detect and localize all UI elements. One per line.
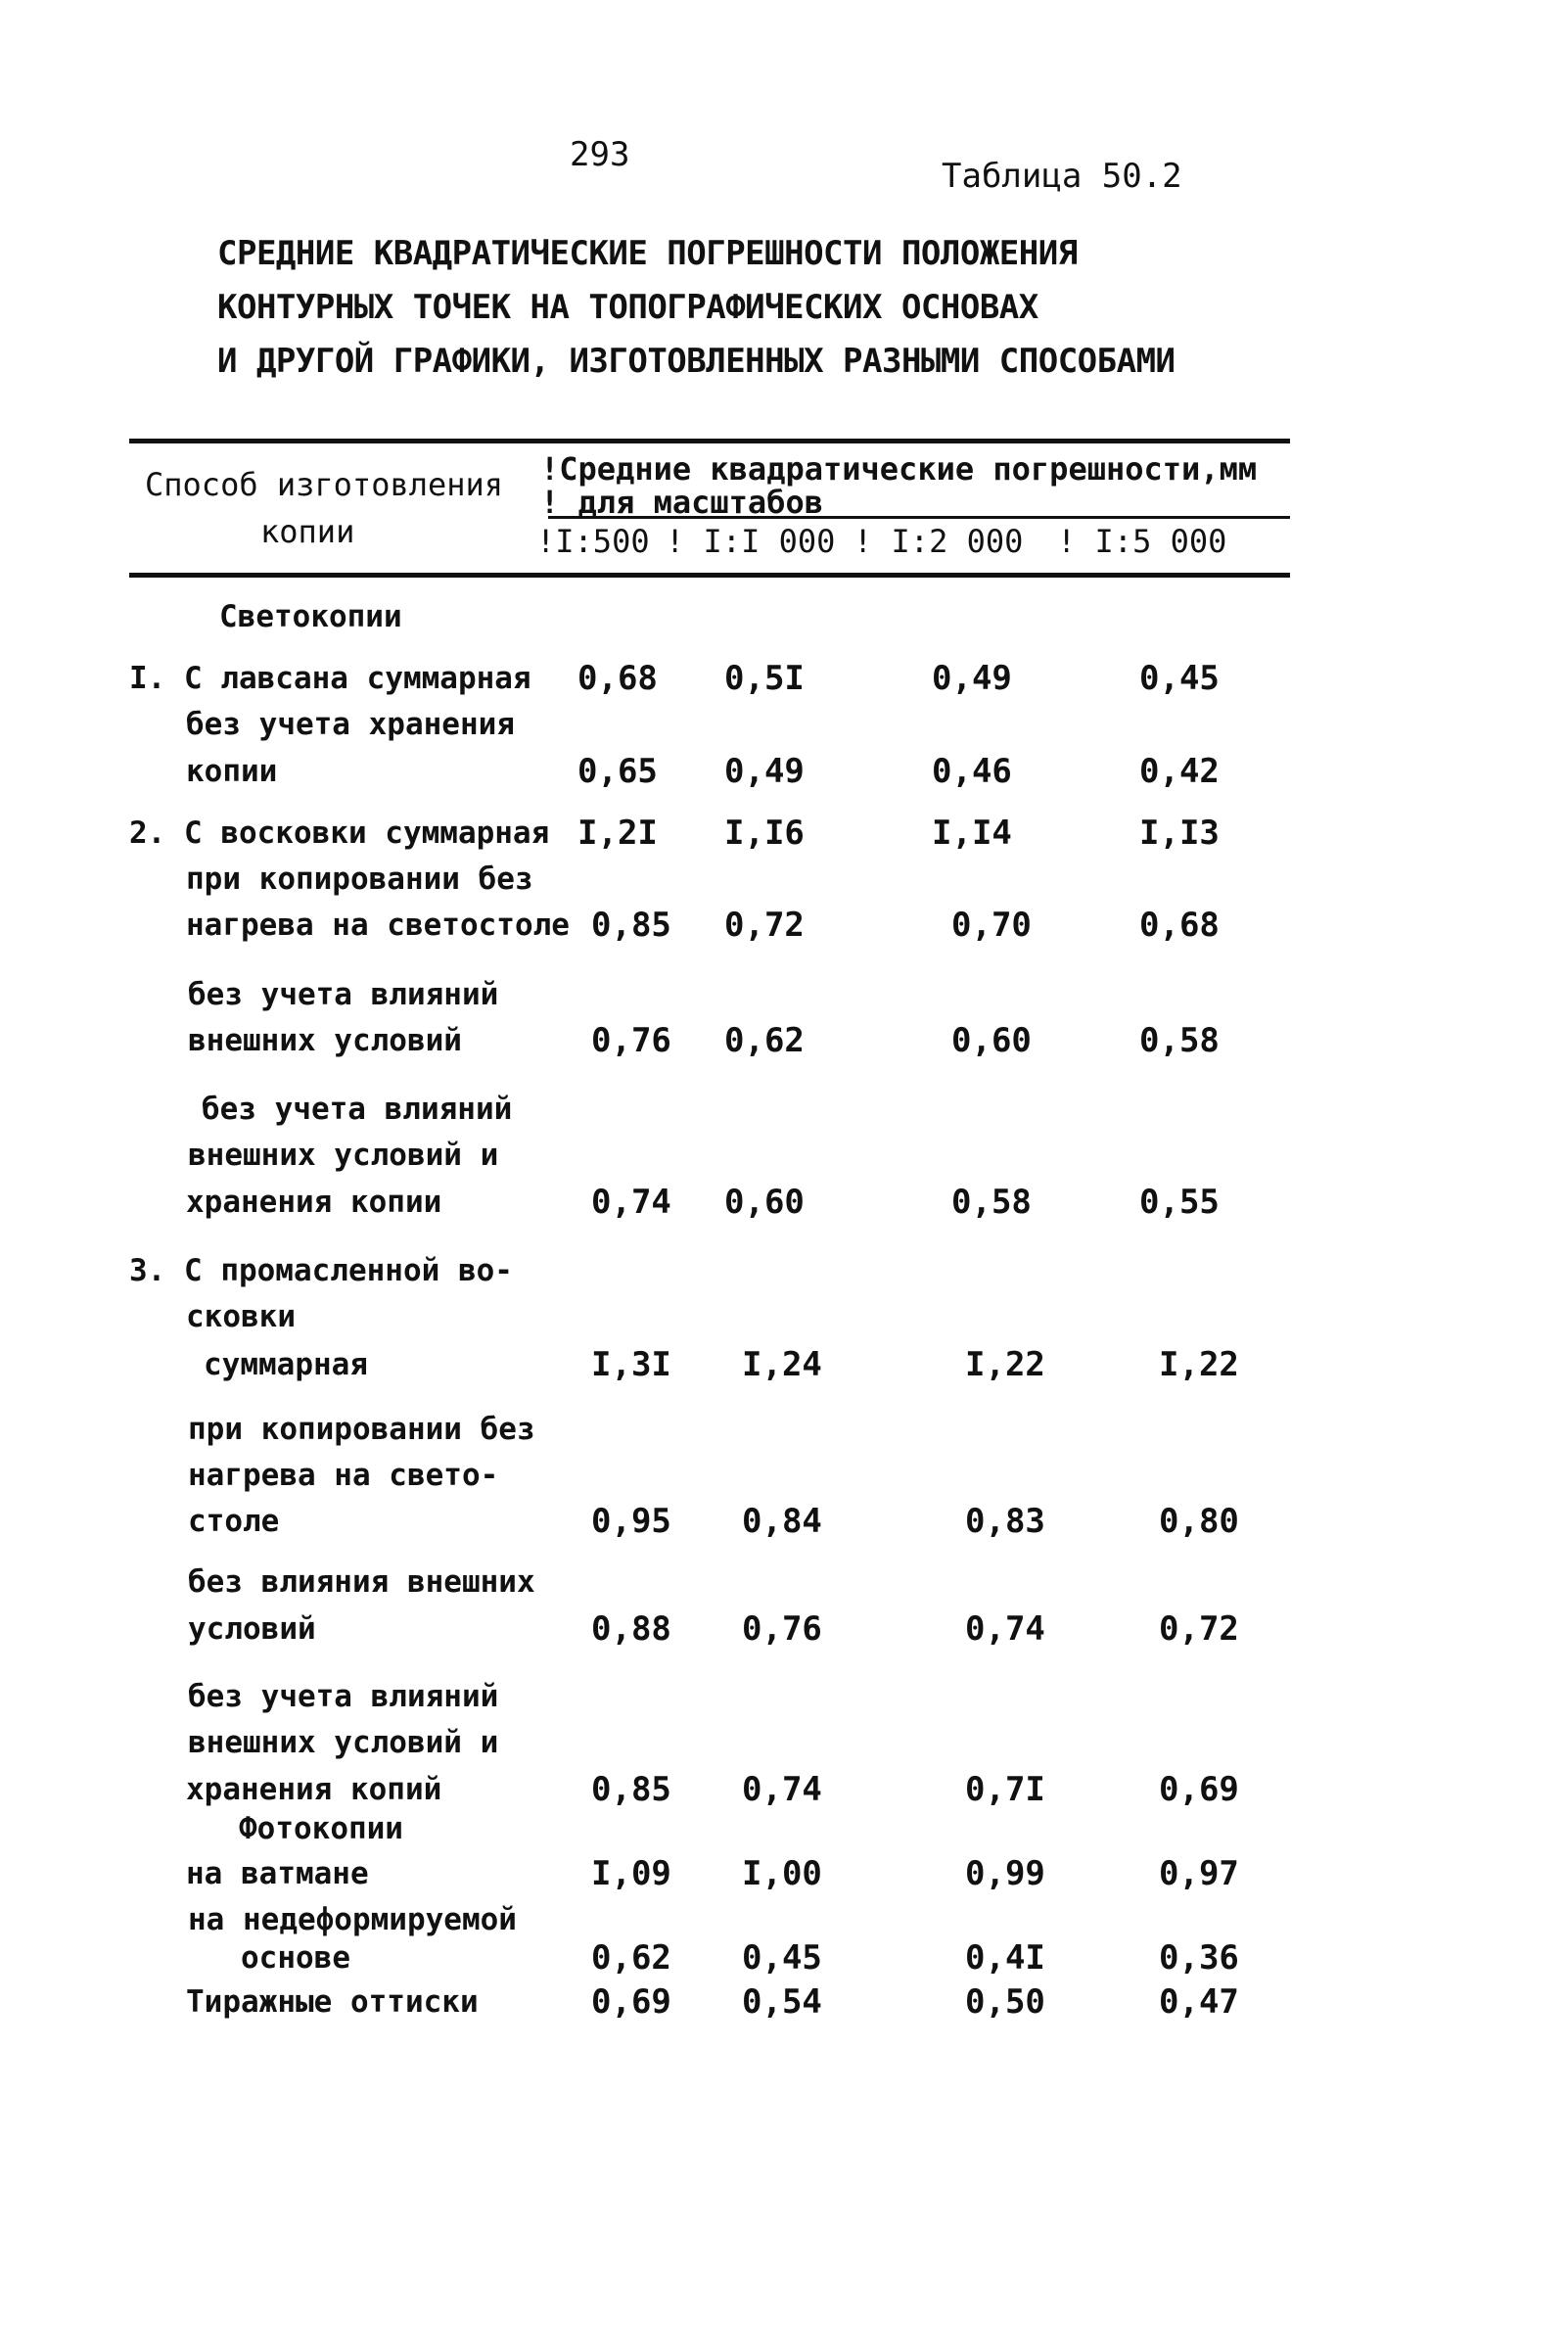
table-cell: I,24 — [742, 1345, 822, 1384]
table-cell: 0,45 — [1139, 659, 1220, 698]
table-cell: 0,88 — [591, 1609, 671, 1649]
table-cell: 0,97 — [1159, 1854, 1239, 1893]
table-cell: 0,60 — [724, 1183, 805, 1222]
page-number: 293 — [570, 135, 630, 174]
table-cell: 0,70 — [951, 906, 1032, 945]
row-label: без учета хранения — [186, 707, 515, 742]
table-cell: 0,36 — [1159, 1938, 1239, 1978]
row-label: хранения копий — [186, 1772, 442, 1807]
table-cell: I,I6 — [724, 814, 805, 853]
row-label: суммарная — [204, 1347, 368, 1382]
table-cell: 0,84 — [742, 1502, 822, 1541]
header-method-line1: Способ изготовления — [145, 466, 504, 503]
table-cell: 0,50 — [965, 1982, 1045, 2022]
table-title — [217, 227, 1176, 389]
header-group-line1: !Средние квадратические погрешности,мм — [540, 450, 1258, 488]
header-method-line2: копии — [260, 513, 355, 550]
table-cell: 0,72 — [724, 906, 805, 945]
header-group-line2: ! для масштабов — [540, 484, 823, 521]
table-cell: 0,58 — [1139, 1021, 1220, 1060]
row-label: столе — [188, 1504, 280, 1539]
table-cell: I,2I — [577, 814, 658, 853]
row-label: внешних условий и — [188, 1138, 499, 1173]
row-label: I. С лавсана суммарная — [129, 661, 531, 696]
row-label: хранения копии — [186, 1185, 442, 1220]
table-cell: 0,5I — [724, 659, 805, 698]
table-cell: 0,74 — [591, 1183, 671, 1222]
row-label: нагрева на свето- — [188, 1458, 499, 1493]
table-cell: 0,69 — [591, 1982, 671, 2022]
table-cell: 0,54 — [742, 1982, 822, 2022]
table-cell: 0,74 — [742, 1770, 822, 1809]
table-cell: I,I4 — [932, 814, 1012, 853]
table-cell: 0,46 — [932, 752, 1012, 791]
table-cell: 0,7I — [965, 1770, 1045, 1809]
row-label: на ватмане — [186, 1856, 369, 1891]
row-label: без влияния внешних — [188, 1564, 535, 1600]
header-scale: ! I:2 000 — [853, 523, 1024, 560]
table-cell: 0,85 — [591, 1770, 671, 1809]
row-label: без учета влияний — [188, 1679, 499, 1714]
table-cell: 0,47 — [1159, 1982, 1239, 2022]
title-line: КОНТУРНЫХ ТОЧЕК НА ТОПОГРАФИЧЕСКИХ ОСНОВАХ — [217, 288, 1038, 327]
row-label: 3. С промасленной во- — [129, 1253, 513, 1288]
table-cell: 0,76 — [591, 1021, 671, 1060]
row-label: сковки — [186, 1299, 296, 1334]
table-cell: 0,49 — [932, 659, 1012, 698]
section-heading: Светокопии — [219, 599, 402, 634]
header-bottom-rule — [129, 573, 1290, 578]
header-scale: ! I:5 000 — [1057, 523, 1227, 560]
table-cell: 0,76 — [742, 1609, 822, 1649]
table-cell: I,00 — [742, 1854, 822, 1893]
row-label: Тиражные оттиски — [186, 1984, 479, 2020]
row-label: условий — [188, 1611, 316, 1647]
row-label: без учета влияний — [202, 1092, 513, 1127]
table-top-rule — [129, 439, 1290, 443]
header-scale: !I:500 — [536, 523, 650, 560]
table-cell: 0,45 — [742, 1938, 822, 1978]
table-cell: 0,62 — [724, 1021, 805, 1060]
table-cell: I,09 — [591, 1854, 671, 1893]
section-heading: Фотокопии — [239, 1811, 403, 1846]
row-label: копии — [186, 754, 278, 789]
row-label: внешних условий — [188, 1023, 462, 1058]
table-cell: 0,69 — [1159, 1770, 1239, 1809]
table-cell: 0,65 — [577, 752, 658, 791]
table-cell: 0,68 — [577, 659, 658, 698]
table-cell: 0,99 — [965, 1854, 1045, 1893]
table-cell: 0,80 — [1159, 1502, 1239, 1541]
title-line: И ДРУГОЙ ГРАФИКИ, ИЗГОТОВЛЕННЫХ РАЗНЫМИ СПОСОБАМИ — [217, 342, 1176, 381]
table-cell: 0,68 — [1139, 906, 1220, 945]
title-line: СРЕДНИЕ КВАДРАТИЧЕСКИЕ ПОГРЕШНОСТИ ПОЛОЖЕНИЯ — [217, 234, 1078, 273]
table-cell: 0,4I — [965, 1938, 1045, 1978]
table-cell: 0,49 — [724, 752, 805, 791]
row-label: 2. С восковки суммарная — [129, 815, 550, 851]
row-label: внешних условий и — [188, 1725, 499, 1760]
table-cell: 0,83 — [965, 1502, 1045, 1541]
table-cell: 0,58 — [951, 1183, 1032, 1222]
row-label: на недеформируемой — [188, 1902, 517, 1937]
table-cell: 0,60 — [951, 1021, 1032, 1060]
table-cell: I,I3 — [1139, 814, 1220, 853]
row-label: нагрева на светостоле — [186, 908, 570, 943]
table-cell: 0,72 — [1159, 1609, 1239, 1649]
table-cell: 0,55 — [1139, 1183, 1220, 1222]
table-cell: I,22 — [1159, 1345, 1239, 1384]
row-label: основе — [241, 1940, 350, 1976]
table-cell: 0,62 — [591, 1938, 671, 1978]
table-cell: 0,74 — [965, 1609, 1045, 1649]
table-cell: 0,85 — [591, 906, 671, 945]
table-cell: 0,95 — [591, 1502, 671, 1541]
table-cell: 0,42 — [1139, 752, 1220, 791]
table-cell: I,22 — [965, 1345, 1045, 1384]
row-label: при копировании без — [188, 1412, 535, 1447]
header-scale: ! I:I 000 — [666, 523, 836, 560]
table-cell: I,3I — [591, 1345, 671, 1384]
row-label: при копировании без — [186, 861, 533, 897]
row-label: без учета влияний — [188, 977, 499, 1012]
table-label: Таблица 50.2 — [942, 157, 1182, 196]
